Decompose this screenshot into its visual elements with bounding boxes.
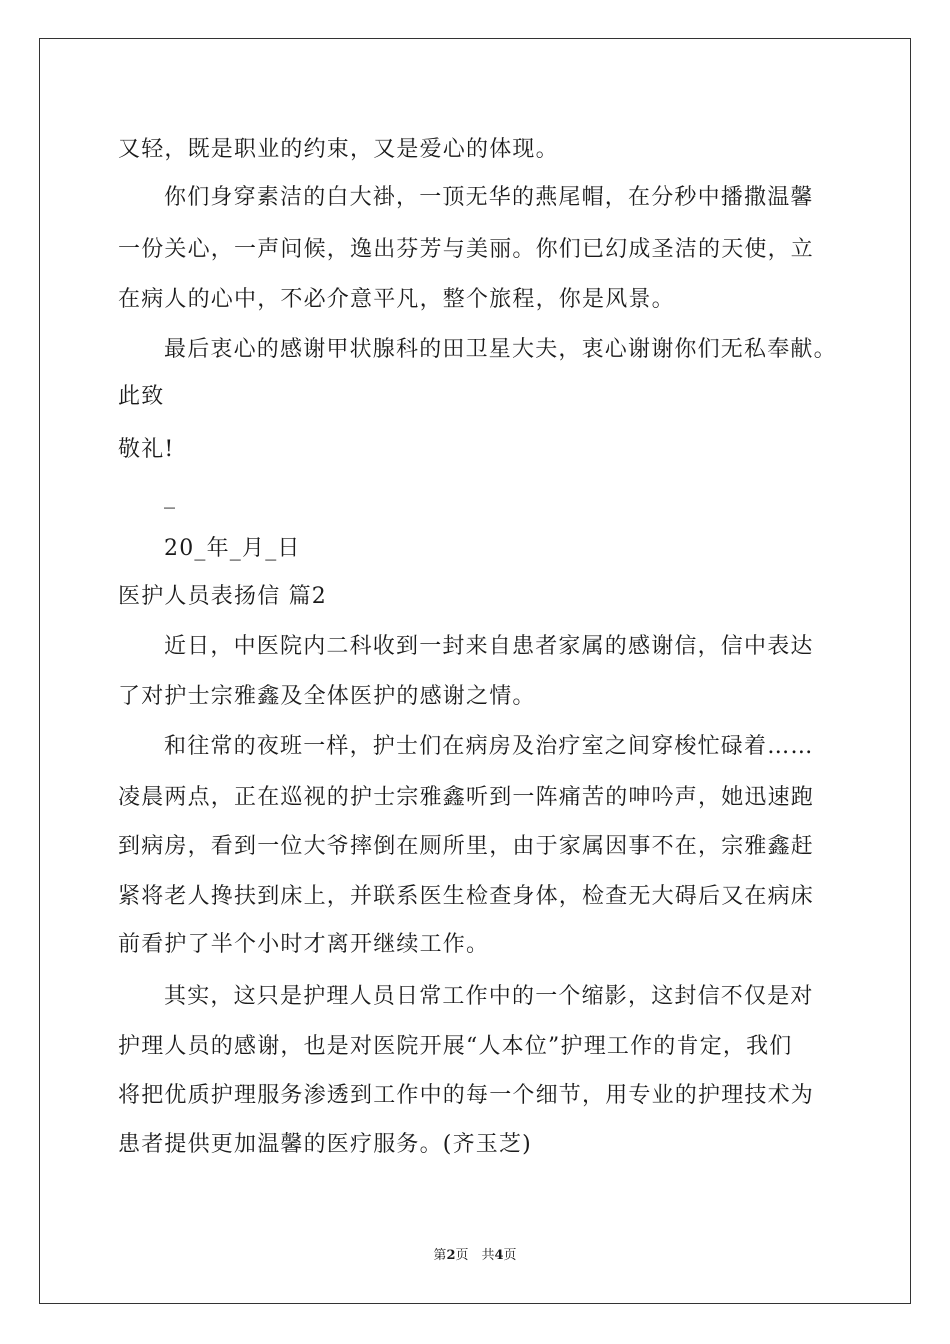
text-line: 和往常的夜班一样，护士们在病房及治疗室之间穿梭忙碌着…… bbox=[164, 734, 814, 759]
text-line: 一份关心，一声问候，逸出芬芳与美丽。你们已幻成圣洁的天使，立 bbox=[118, 237, 815, 262]
page-border bbox=[39, 38, 911, 1304]
text-line: 又轻，既是职业的约束，又是爱心的体现。 bbox=[118, 137, 559, 162]
page-footer bbox=[0, 1248, 950, 1264]
closing-salutation: 此致 bbox=[118, 384, 165, 409]
closing-regards: 敬礼! bbox=[118, 437, 175, 462]
text-line: 近日，中医院内二科收到一封来自患者家属的感谢信，信中表达 bbox=[164, 634, 814, 659]
date-line: 20_年_月_日 bbox=[164, 536, 301, 561]
signature-blank: _ bbox=[164, 484, 177, 509]
text-line: 患者提供更加温馨的医疗服务。(齐玉芝) bbox=[118, 1132, 532, 1157]
page-prefix: 第 bbox=[433, 1248, 447, 1263]
section-heading: 医护人员表扬信 篇2 bbox=[118, 584, 327, 609]
text-line: 凌晨两点，正在巡视的护士宗雅鑫听到一阵痛苦的呻吟声，她迅速跑 bbox=[118, 785, 815, 810]
text-line: 前看护了半个小时才离开继续工作。 bbox=[118, 932, 490, 957]
text-line: 将把优质护理服务渗透到工作中的每一个细节，用专业的护理技术为 bbox=[118, 1083, 815, 1108]
text-line: 其实，这只是护理人员日常工作中的一个缩影，这封信不仅是对 bbox=[164, 984, 814, 1009]
text-line: 最后衷心的感谢甲状腺科的田卫星大夫，衷心谢谢你们无私奉献。 bbox=[164, 337, 837, 362]
text-line: 到病房，看到一位大爷摔倒在厕所里，由于家属因事不在，宗雅鑫赶 bbox=[118, 834, 815, 859]
text-line: 你们身穿素洁的白大褂，一顶无华的燕尾帽，在分秒中播撒温馨 bbox=[164, 185, 814, 210]
text-line: 紧将老人搀扶到床上，并联系医生检查身体，检查无大碍后又在病床 bbox=[118, 884, 815, 909]
text-line: 护理人员的感谢，也是对医院开展“人本位”护理工作的肯定，我们 bbox=[118, 1034, 793, 1059]
page-total: 4 bbox=[494, 1248, 504, 1263]
text-line: 了对护士宗雅鑫及全体医护的感谢之情。 bbox=[118, 684, 536, 709]
page-suffix: 页 bbox=[503, 1248, 517, 1263]
page-current: 2 bbox=[446, 1248, 456, 1263]
text-line: 在病人的心中，不必介意平凡，整个旅程，你是风景。 bbox=[118, 287, 675, 312]
page-mid: 页 共 bbox=[455, 1248, 495, 1263]
